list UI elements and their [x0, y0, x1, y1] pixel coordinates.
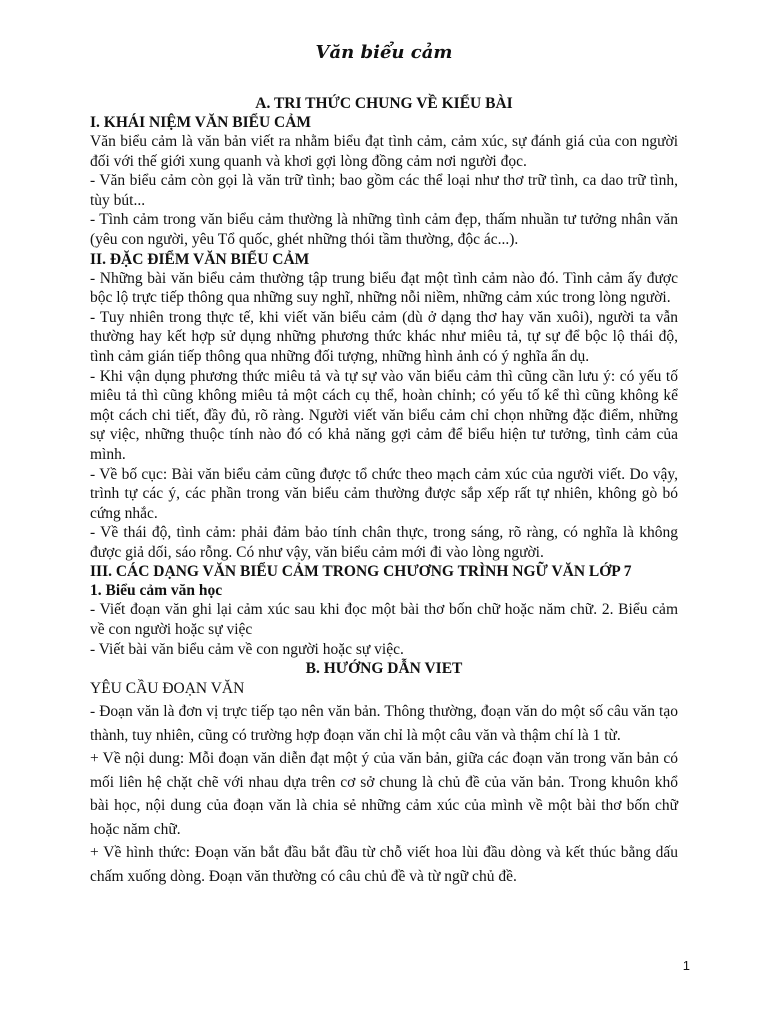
section-3-paragraph: - Viết đoạn văn ghi lại cảm xúc sau khi đọc một bài thơ bốn chữ hoặc năm chữ. 2. Biểu cảm về con người hoặc sự việc [90, 601, 678, 639]
requirement-paragraph: + Về nội dung: Mỗi đoạn văn diễn đạt một ý của văn bản, giữa các đoạn văn trong văn bản có mối liên hệ chặt chẽ với nhau dựa trên cơ sở chung là chủ đề của văn bản. Trong khuôn khổ bài học, nội dung của đoạn văn là chia sẻ những cảm xúc của mình về một bài thơ bốn chữ hoặc năm chữ. [90, 750, 678, 838]
section-3-paragraph: - Viết bài văn biểu cảm về con người hoặc sự việc. [90, 640, 404, 658]
requirement-paragraph: + Về hình thức: Đoạn văn bắt đầu bắt đầu từ chỗ viết hoa lùi đầu dòng và kết thúc bằng dấu chấm xuống dòng. Đoạn văn thường có câu chủ đề và từ ngữ chủ đề. [90, 844, 678, 885]
page-number: 1 [682, 958, 690, 973]
part-a-heading: A. TRI THỨC CHUNG VỀ KIỂU BÀI [255, 95, 513, 112]
section-1-paragraph: - Tình cảm trong văn biểu cảm thường là những tình cảm đẹp, thấm nhuần tư tưởng nhân văn (yêu con người, yêu Tổ quốc, ghét những thói tầm thường, độc ác...). [90, 211, 678, 248]
section-3-subheading: 1. Biểu cảm văn học [90, 582, 223, 600]
section-1-paragraph: Văn biểu cảm là văn bản viết ra nhằm biểu đạt tình cảm, cảm xúc, sự đánh giá của con người đối với thế giới xung quanh và khơi gợi lòng đồng cảm nơi người đọc. [90, 133, 678, 170]
section-2-paragraph: - Tuy nhiên trong thực tế, khi viết văn biểu cảm (dù ở dạng thơ hay văn xuôi), người ta vẫn thường hay kết hợp sử dụng những phương thức khác như miêu tả, tự sự để bộc lộ thái độ, tình cảm gián tiếp thông qua những đối tượng, những hình ảnh có ý nghĩa ẩn dụ. [90, 308, 678, 365]
requirement-paragraph: - Đoạn văn là đơn vị trực tiếp tạo nên văn bản. Thông thường, đoạn văn do một số câu văn tạo thành, tuy nhiên, cũng có trường hợp đoạn văn chỉ là một câu văn và thậm chí là 1 từ. [90, 703, 678, 744]
section-3-heading: III. CÁC DẠNG VĂN BIỂU CẢM TRONG CHƯƠNG TRÌNH NGỮ VĂN LỚP 7 [90, 563, 632, 581]
requirement-heading: YÊU CẦU ĐOẠN VĂN [90, 680, 245, 698]
part-b-heading: B. HƯỚNG DẪN VIET [305, 660, 463, 678]
section-2-paragraph: - Những bài văn biểu cảm thường tập trung biểu đạt một tình cảm nào đó. Tình cảm ấy được bộc lộ trực tiếp thông qua những suy nghĩ, những nỗi niềm, những cảm xúc trong lòng người. [90, 269, 678, 307]
section-1-heading: I. KHÁI NIỆM VĂN BIỂU CẢM [90, 114, 312, 131]
section-2-paragraph: - Về thái độ, tình cảm: phải đảm bảo tính chân thực, trong sáng, rõ ràng, có nghĩa là không được giả dối, sáo rỗng. Có như vậy, văn biểu cảm mới đi vào lòng người. [90, 524, 678, 561]
section-2-paragraph: - Khi vận dụng phương thức miêu tả và tự sự vào văn biểu cảm thì cũng cần lưu ý: có yếu tố miêu tả thì cũng không miêu tả một cách cụ thể, hoàn chỉnh; có yếu tố kể thì cũng không kể một cách chi tiết, đầy đủ, rõ ràng. Người viết văn biểu cảm chỉ chọn những đặc điểm, những sự việc, những thuộc tính nào đó có khả năng gợi cảm để biểu hiện tư tưởng, tình cảm của mình. [90, 367, 678, 463]
section-2-heading: II. ĐẶC ĐIỂM VĂN BIỂU CẢM [90, 250, 310, 268]
section-1-paragraph: - Văn biểu cảm còn gọi là văn trữ tình; bao gồm các thể loại như thơ trữ tình, ca dao trữ tình, tùy bút... [90, 172, 678, 209]
document-title: Văn biểu cảm [315, 42, 453, 63]
document-page [90, 40, 678, 888]
section-2-paragraph: - Về bố cục: Bài văn biểu cảm cũng được tổ chức theo mạch cảm xúc của người viết. Do vậy, trình tự các ý, các phần trong văn biểu cảm thường được sắp xếp rất tự nhiên, không gò bó cứng nhắc. [90, 465, 678, 522]
